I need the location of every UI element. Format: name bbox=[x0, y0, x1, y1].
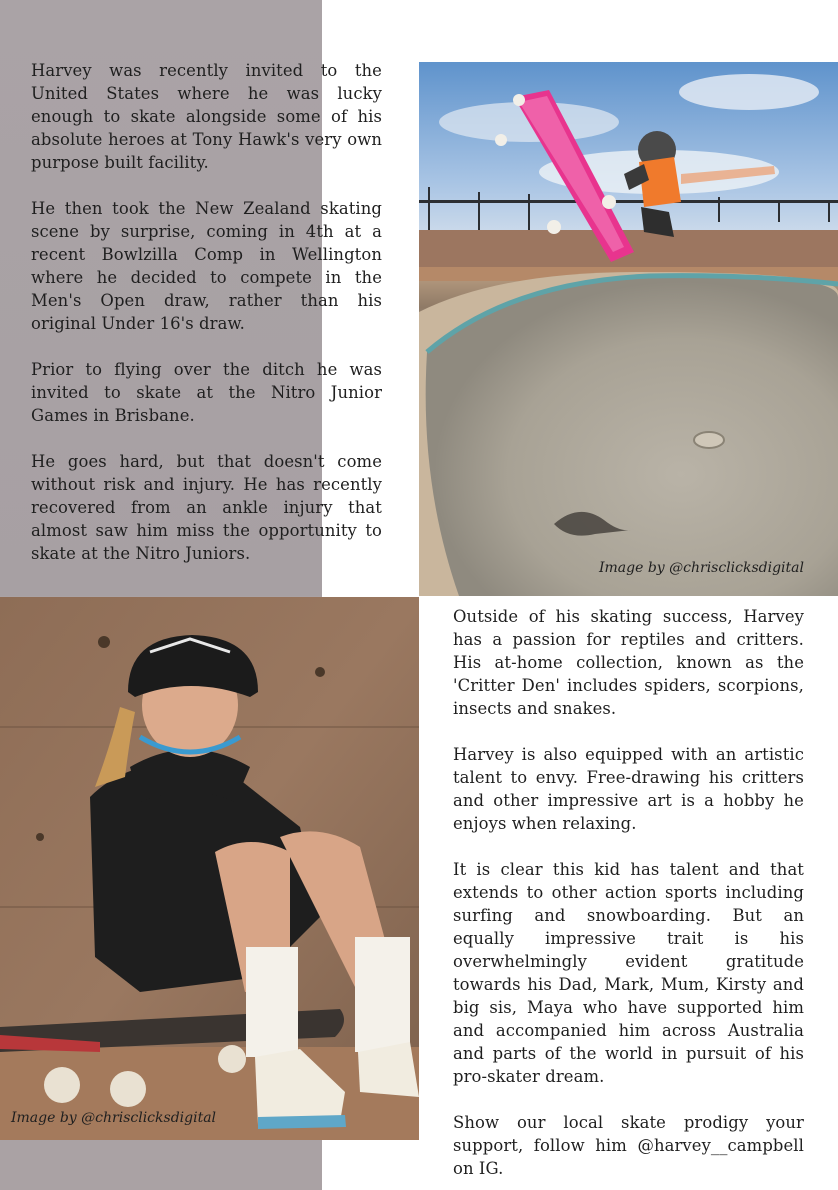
paragraph: Harvey was recently invited to the United States where he was lucky enough to skate alongside some of his absolute heroes at Tony Hawk's very own purpose built facility. bbox=[31, 61, 382, 172]
paragraph: Outside of his skating success, Harvey has a passion for reptiles and critters. His at-home collection, known as the 'Critter Den' includes spiders, scorpions, insects and snakes. bbox=[453, 607, 804, 718]
left-text-column bbox=[31, 59, 382, 565]
paragraph: Prior to flying over the ditch he was invited to skate at the Nitro Junior Games in Brisbane. bbox=[31, 360, 382, 425]
right-text-column bbox=[453, 605, 804, 1180]
paragraph: He then took the New Zealand skating scene by surprise, coming in 4th at a recent Bowlzilla Comp in Wellington where he decided to compete in the Men's Open draw, rather than his original Under 16's draw. bbox=[31, 199, 382, 333]
paragraph: He goes hard, but that doesn't come without risk and injury. He has recently recovered from an ankle injury that almost saw him miss the opportunity to skate at the Nitro Juniors. bbox=[31, 452, 382, 563]
photo-credit: Image by @chrisclicksdigital bbox=[598, 560, 804, 576]
bowl-photo-illustration bbox=[419, 62, 838, 596]
skater-photo-illustration bbox=[0, 597, 419, 1140]
paragraph: It is clear this kid has talent and that extends to other action sports including surfing and snowboarding. But an equally impressive trait is his overwhelmingly evident gratitude towards his Dad, Mark, Mum, Kirsty and big sis, Maya who have supported him and accompanied him across Australia and parts of the world in pursuit of his pro-skater dream. bbox=[453, 860, 804, 1086]
photo-credit: Image by @chrisclicksdigital bbox=[11, 1110, 217, 1126]
sitting-skater-photo bbox=[0, 597, 419, 1140]
bowl-skateboarding-photo bbox=[419, 62, 838, 596]
paragraph: Harvey is also equipped with an artistic talent to envy. Free-drawing his critters and other impressive art is a hobby he enjoys when relaxing. bbox=[453, 745, 804, 833]
paragraph: Show our local skate prodigy your support, follow him @harvey__campbell on IG. bbox=[453, 1113, 804, 1178]
